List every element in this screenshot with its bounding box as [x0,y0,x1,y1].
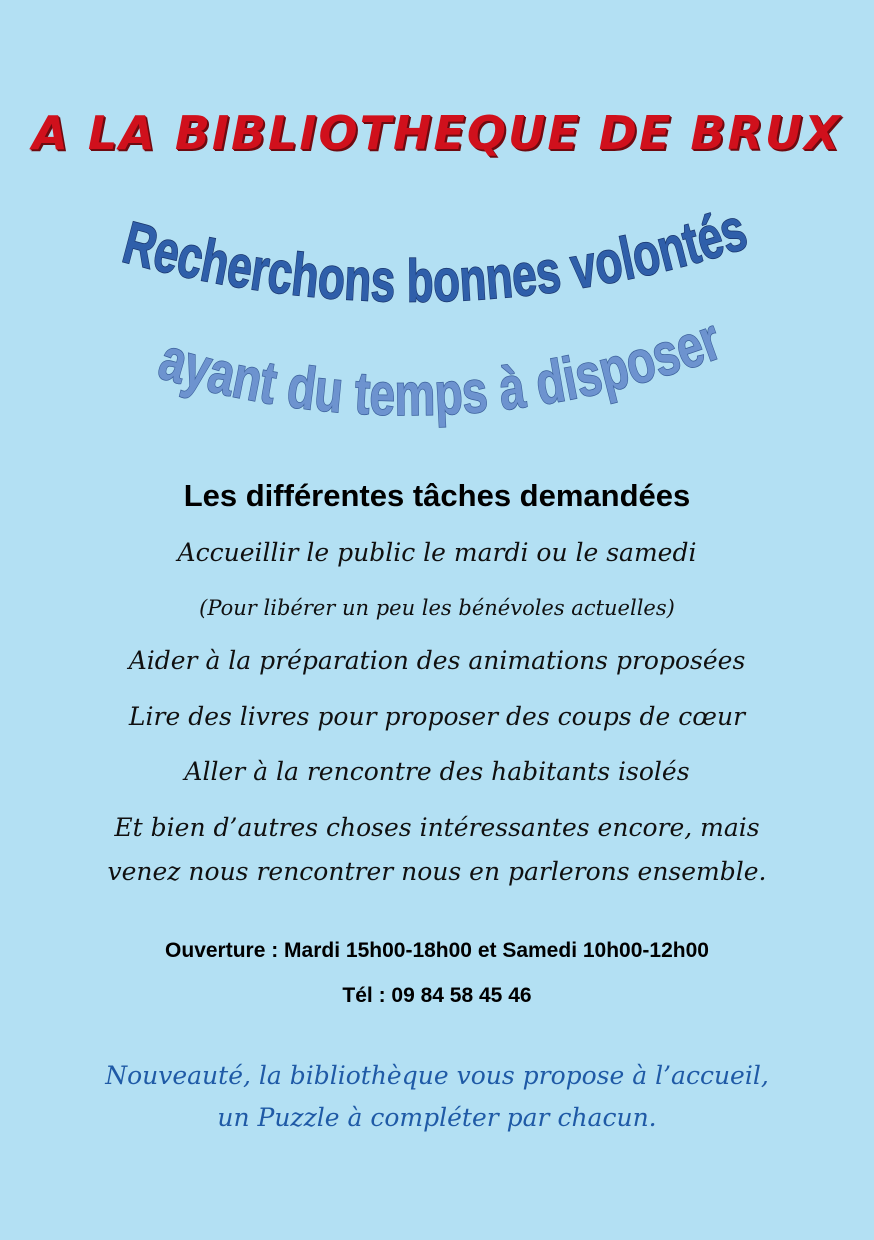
poster-headline: A LA BIBLIOTHEQUE DE BRUX [32,106,842,160]
task-item: Accueillir le public le mardi ou le samedi [177,538,697,567]
wordart-banner [0,180,874,450]
news-line: Nouveauté, la bibliothèque vous propose à l’accueil, [105,1061,769,1090]
wordart-line-2: ayant du temps à disposer [152,303,735,429]
tasks-title: Les différentes tâches demandées [183,478,691,513]
wordart-line-1: Recherchons bonnes volontés [116,192,763,315]
task-item: Et bien d’autres choses intéressantes encore, mais [114,813,760,842]
opening-hours: Ouverture : Mardi 15h00-18h00 et Samedi 10h00-12h00 [165,939,709,962]
phone-number: Tél : 09 84 58 45 46 [342,984,532,1007]
task-item: Lire des livres pour proposer des coups de cœur [128,702,746,731]
task-item: Aller à la rencontre des habitants isolés [184,757,690,786]
task-item: (Pour libérer un peu les bénévoles actuelles) [199,596,675,620]
news-line: un Puzzle à compléter par chacun. [217,1103,657,1132]
task-item: venez nous rencontrer nous en parlerons ensemble. [107,857,767,886]
task-item: Aider à la préparation des animations proposées [128,646,746,675]
